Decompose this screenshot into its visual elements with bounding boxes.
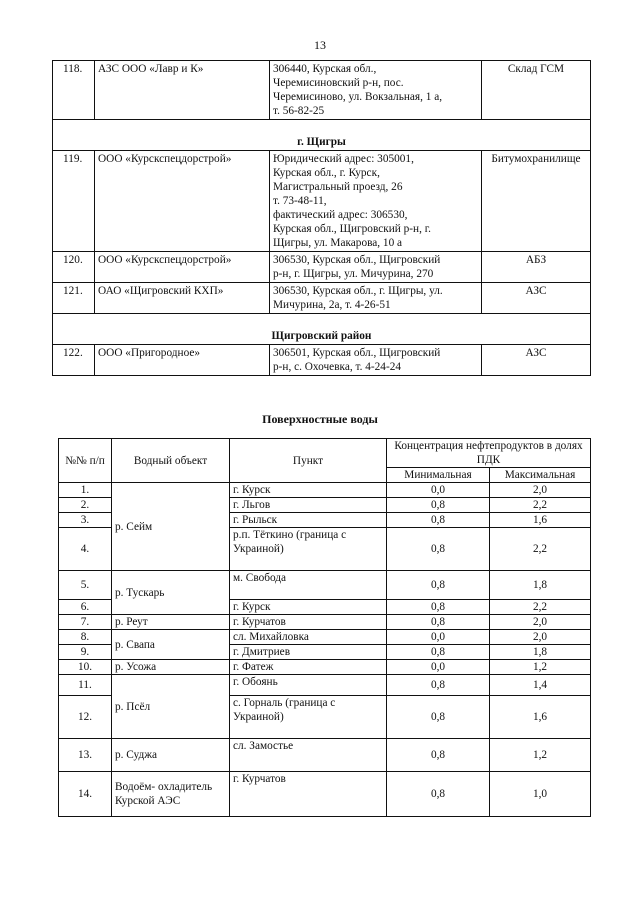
table-row (59, 660, 591, 675)
address-line: 306440, Курская обл., (273, 63, 377, 75)
organization-name: ООО «Пригородное» (95, 345, 270, 376)
row-number: 8. (59, 630, 112, 645)
section-row (53, 120, 591, 151)
facility-type: Склад ГСМ (482, 61, 591, 120)
water-object: р. Сейм (112, 483, 230, 571)
row-number: 4. (59, 528, 112, 571)
header-num: №№ п/п (59, 439, 112, 483)
max-concentration: 1,6 (490, 696, 591, 739)
table-row (53, 151, 591, 252)
min-concentration: 0,8 (387, 645, 490, 660)
organization-name: ООО «Курскспецдорстрой» (95, 151, 270, 252)
row-number: 7. (59, 615, 112, 630)
address-line: Магистральный проезд, 26 (273, 181, 403, 193)
water-object: р. Псёл (112, 675, 230, 739)
monitoring-point: г. Дмитриев (230, 645, 387, 660)
table-row (59, 739, 591, 772)
row-number: 118. (53, 61, 95, 120)
row-number: 12. (59, 696, 112, 739)
table-row (53, 61, 591, 120)
organization-address (270, 252, 482, 283)
water-table-header-row (59, 439, 591, 468)
surface-waters-heading: Поверхностные воды (262, 412, 378, 426)
monitoring-point: г. Рыльск (230, 513, 387, 528)
table-row (59, 772, 591, 817)
monitoring-point: м. Свобода (230, 571, 387, 600)
address-line: Черемисиновский р-н, пос. (273, 77, 404, 89)
max-concentration: 2,2 (490, 498, 591, 513)
row-number: 120. (53, 252, 95, 283)
table-row (59, 675, 591, 696)
organization-name: ООО «Курскспецдорстрой» (95, 252, 270, 283)
monitoring-point: г. Курчатов (230, 772, 387, 817)
table-row (53, 345, 591, 376)
table-row (59, 571, 591, 600)
facility-type: АБЗ (482, 252, 591, 283)
organization-name: ОАО «Щигровский КХП» (95, 283, 270, 314)
row-number: 5. (59, 571, 112, 600)
header-max: Максимальная (490, 468, 591, 483)
header-min: Минимальная (387, 468, 490, 483)
max-concentration: 2,0 (490, 615, 591, 630)
row-number: 9. (59, 645, 112, 660)
address-line: Черемисиново, ул. Вокзальная, 1 а, (273, 91, 443, 103)
address-line: т. 73-48-11, (273, 195, 327, 207)
organization-address (270, 61, 482, 120)
monitoring-point: г. Обоянь (230, 675, 387, 696)
monitoring-point: г. Льгов (230, 498, 387, 513)
water-object: р. Свапа (112, 630, 230, 660)
water-object: р. Суджа (112, 739, 230, 772)
organization-address (270, 151, 482, 252)
facility-type: АЗС (482, 345, 591, 376)
section-title: Щигровский район (53, 314, 591, 345)
row-number: 14. (59, 772, 112, 817)
monitoring-point: г. Курск (230, 483, 387, 498)
min-concentration: 0,8 (387, 772, 490, 817)
facility-type: Битумохранилище (482, 151, 591, 252)
address-line: фактический адрес: 306530, (273, 209, 408, 221)
address-line: р-н, с. Охочевка, т. 4-24-24 (273, 361, 402, 373)
header-concentration: Концентрация нефтепродуктов в долях ПДК (387, 439, 591, 468)
max-concentration: 1,8 (490, 645, 591, 660)
monitoring-point: сл. Михайловка (230, 630, 387, 645)
min-concentration: 0,8 (387, 600, 490, 615)
table-row (53, 283, 591, 314)
address-line: Курская обл., Щигровский р-н, г. (273, 223, 431, 235)
address-line: т. 56-82-25 (273, 105, 325, 117)
surface-waters-table (58, 438, 591, 817)
page-number: 13 (314, 38, 326, 52)
section-row (53, 314, 591, 345)
min-concentration: 0,8 (387, 513, 490, 528)
max-concentration: 1,0 (490, 772, 591, 817)
address-line: Мичурина, 2а, т. 4-26-51 (273, 299, 391, 311)
monitoring-point: г. Курчатов (230, 615, 387, 630)
max-concentration: 1,6 (490, 513, 591, 528)
address-line: 306501, Курская обл., Щигровский (273, 347, 441, 359)
max-concentration: 1,2 (490, 739, 591, 772)
table-row (59, 615, 591, 630)
address-line: Юридический адрес: 305001, (273, 153, 414, 165)
table-row (59, 483, 591, 498)
row-number: 11. (59, 675, 112, 696)
address-line: Курская обл., г. Курск, (273, 167, 380, 179)
address-line: Щигры, ул. Макарова, 10 а (273, 237, 403, 249)
table-row (53, 252, 591, 283)
facility-type: АЗС (482, 283, 591, 314)
min-concentration: 0,8 (387, 571, 490, 600)
water-object: Водоём- охладитель Курской АЭС (112, 772, 230, 817)
organization-address (270, 345, 482, 376)
max-concentration: 2,0 (490, 483, 591, 498)
min-concentration: 0,8 (387, 675, 490, 696)
min-concentration: 0,0 (387, 630, 490, 645)
section-title: г. Щигры (53, 120, 591, 151)
row-number: 119. (53, 151, 95, 252)
table-row (59, 630, 591, 645)
water-object: р. Реут (112, 615, 230, 630)
row-number: 122. (53, 345, 95, 376)
water-object: р. Тускарь (112, 571, 230, 615)
row-number: 13. (59, 739, 112, 772)
min-concentration: 0,8 (387, 615, 490, 630)
water-object: р. Усожа (112, 660, 230, 675)
row-number: 10. (59, 660, 112, 675)
min-concentration: 0,8 (387, 696, 490, 739)
row-number: 121. (53, 283, 95, 314)
row-number: 2. (59, 498, 112, 513)
row-number: 6. (59, 600, 112, 615)
max-concentration: 2,2 (490, 528, 591, 571)
max-concentration: 1,2 (490, 660, 591, 675)
min-concentration: 0,8 (387, 739, 490, 772)
address-line: 306530, Курская обл., г. Щигры, ул. (273, 285, 443, 297)
min-concentration: 0,8 (387, 528, 490, 571)
row-number: 3. (59, 513, 112, 528)
min-concentration: 0,0 (387, 660, 490, 675)
row-number: 1. (59, 483, 112, 498)
organizations-table (52, 60, 591, 376)
organization-address (270, 283, 482, 314)
header-point: Пункт (230, 439, 387, 483)
max-concentration: 1,8 (490, 571, 591, 600)
max-concentration: 2,0 (490, 630, 591, 645)
address-line: 306530, Курская обл., Щигровский (273, 254, 441, 266)
max-concentration: 1,4 (490, 675, 591, 696)
monitoring-point: сл. Замостье (230, 739, 387, 772)
monitoring-point: р.п. Тёткино (граница с Украиной) (230, 528, 387, 571)
address-line: р-н, г. Щигры, ул. Мичурина, 270 (273, 268, 434, 280)
organization-name: АЗС ООО «Лавр и К» (95, 61, 270, 120)
monitoring-point: с. Горналь (граница с Украиной) (230, 696, 387, 739)
min-concentration: 0,0 (387, 483, 490, 498)
monitoring-point: г. Курск (230, 600, 387, 615)
monitoring-point: г. Фатеж (230, 660, 387, 675)
max-concentration: 2,2 (490, 600, 591, 615)
header-object: Водный объект (112, 439, 230, 483)
min-concentration: 0,8 (387, 498, 490, 513)
